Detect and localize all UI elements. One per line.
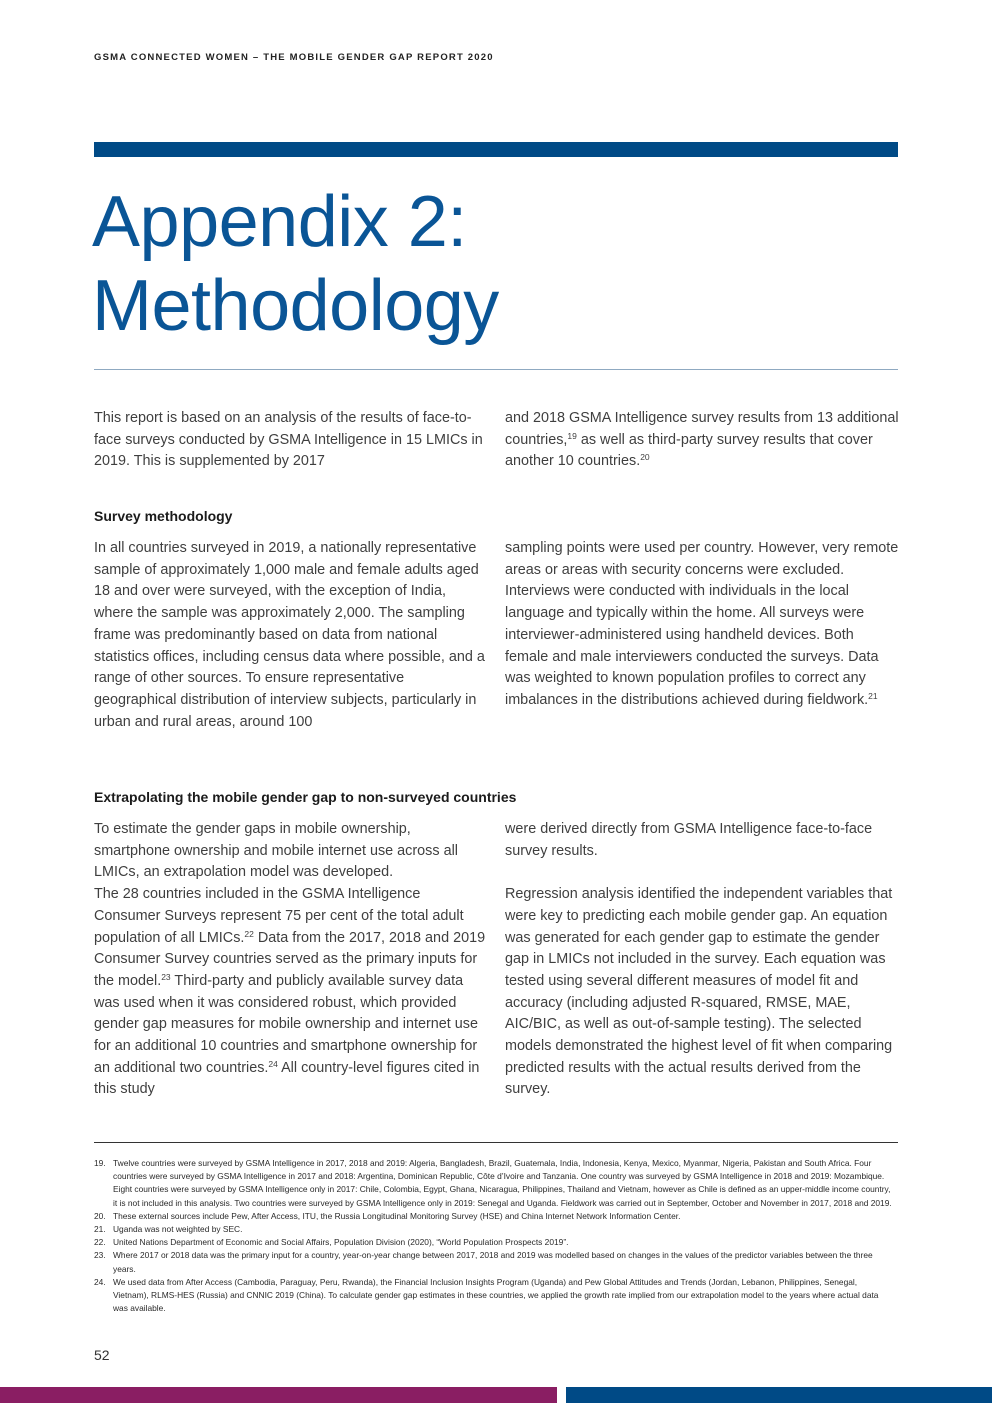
intro-text-a: and 2018 GSMA Intelligence survey results from 13 additional countries, [505, 410, 899, 448]
page-title-line-2: Methodology [92, 266, 499, 346]
footnote-text: United Nations Department of Economic and Social Affairs, Population Division (2020), “World Population Prospects 2019”. [113, 1237, 569, 1248]
footnote-text: Where 2017 or 2018 data was the primary input for a country, year-on-year change between 2017, 2018 and 2019 was modelled based on changes in the values of the predictor variables between the three years. [113, 1250, 873, 1274]
intro-paragraph-right [505, 408, 899, 473]
footnote-ref-24: 24 [268, 1058, 278, 1069]
bottom-accent-bar-magenta [0, 1387, 557, 1403]
footnote-number: 23. [94, 1250, 106, 1261]
page-title-line-1: Appendix 2: [92, 182, 467, 262]
extrapolation-column-right [505, 819, 899, 1101]
footnote-ref-23: 23 [161, 971, 171, 982]
extrapolation-column-left [94, 819, 488, 1101]
footnote-ref-22: 22 [244, 928, 254, 939]
footnote-text: These external sources include Pew, After Access, ITU, the Russia Longitudinal Monitoring Survey (HSE) and China Internet Network Information Center. [113, 1210, 681, 1221]
section-heading-extrapolation: Extrapolating the mobile gender gap to non-surveyed countries [94, 789, 517, 805]
paragraph-spacer [505, 862, 899, 884]
footnote-number: 21. [94, 1224, 106, 1235]
intro-paragraph-left: This report is based on an analysis of the results of face-to-face surveys conducted by GSMA Intelligence in 15 LMICs in 2019. This is supplemented by 2017 [94, 410, 483, 470]
extrapolation-text-c: Third-party and publicly available survey data was used when it was considered robust, which provided gender gap measures for mobile ownership and internet use for an additional 10 countries and smartphone ownership for an additional two countries. [94, 972, 478, 1076]
page-title [92, 180, 499, 348]
footnote-20 [94, 1210, 894, 1223]
footnote-text: We used data from After Access (Cambodia, Paraguay, Peru, Rwanda), the Financial Inclusion Insights Program (Uganda) and Pew Global Attitudes and Trends (Jordan, Lebanon, Philippines, Senegal, Vietnam), RLMS-HES (Russia) and CNNIC 2019 (China). To calculate gender gap estimates in these countries, we applied the growth rate implied from our extrapolation model to the years where actual data was available. [113, 1276, 879, 1314]
top-accent-bar [94, 142, 898, 157]
extrapolation-text-a: The 28 countries included in the GSMA Intelligence Consumer Surveys represent 75 per cent of the total adult population of all LMICs. [94, 886, 464, 946]
extrapolation-text-b: Data from the 2017, 2018 and 2019 Consumer Survey countries served as the primary inputs for the model. [94, 929, 486, 989]
footnote-24 [94, 1276, 894, 1316]
footnote-number: 24. [94, 1276, 106, 1287]
footnote-text: Twelve countries were surveyed by GSMA Intelligence in 2017, 2018 and 2019: Algeria, Bangladesh, Brazil, Guatemala, India, Indonesia, Kenya, Mexico, Myanmar, Nigeria, Pakistan and South Africa. Four countries were surveyed by GSMA Intelligence in 2017 and 2018: Argentina, Dominican Republic, Côte d’Ivoire and Tanzania. One country was surveyed by GSMA Intelligence in 2018 and 2019: Mozambique. Eight countries were surveyed by GSMA Intelligence only in 2017: Chile, Colombia, Egypt, Ghana, Nicaragua, Philippines, Thailand and Vietnam, however as Chile is defined as an upper-middle income country, it is not included in this analysis. Two countries were surveyed by GSMA Intelligence only in 2019: Senegal and Uganda. Fieldwork was carried out in September, October and November in 2017, 2018 and 2019. [113, 1158, 892, 1208]
footnote-number: 22. [94, 1237, 106, 1248]
survey-text-right: sampling points were used per country. However, very remote areas or areas with security concerns were excluded. Interviews were conducted with individuals in the local language and typically within the home. All surveys were interviewer-administered using handheld devices. Both female and male interviewers conducted the surveys. Data was weighted to known population profiles to correct any imbalances in the distributions achieved during fieldwork. [505, 540, 899, 708]
footnote-ref-21: 21 [868, 690, 878, 701]
title-divider [94, 369, 898, 370]
survey-paragraph-right [505, 538, 899, 712]
section-heading-survey: Survey methodology [94, 508, 233, 524]
extrapolation-paragraph-3: were derived directly from GSMA Intelligence face-to-face survey results. [505, 821, 873, 859]
extrapolation-paragraph-1: To estimate the gender gaps in mobile ownership, smartphone ownership and mobile internet use across all LMICs, an extrapolation model was developed. [94, 821, 458, 881]
intro-text-b: as well as third-party survey results that cover another 10 countries. [505, 431, 873, 470]
footnote-number: 20. [94, 1210, 106, 1221]
footnote-ref-19: 19 [567, 430, 577, 441]
footnote-23 [94, 1249, 894, 1275]
footnote-21 [94, 1223, 894, 1236]
bottom-accent-bar-blue [566, 1387, 992, 1403]
survey-paragraph-left: In all countries surveyed in 2019, a nationally representative sample of approximately 1,000 male and female adults aged 18 and over were surveyed, with the exception of India, where the sample was approximately 2,000. The sampling frame was predominantly based on data from national statistics offices, including census data where possible, and a range of other sources. To ensure representative geographical distribution of interview subjects, particularly in urban and rural areas, around 100 [94, 540, 485, 730]
footnote-22 [94, 1236, 894, 1249]
running-header: GSMA CONNECTED WOMEN – THE MOBILE GENDER GAP REPORT 2020 [94, 52, 494, 63]
page-number: 52 [94, 1347, 110, 1363]
footnote-text: Uganda was not weighted by SEC. [113, 1224, 243, 1235]
footnote-number: 19. [94, 1158, 106, 1168]
footnote-ref-20: 20 [640, 452, 650, 463]
extrapolation-paragraph-2 [94, 884, 488, 1101]
footnote-19 [94, 1157, 894, 1210]
footnotes-list [94, 1157, 894, 1315]
extrapolation-text-d: All country-level figures cited in this study [94, 1059, 480, 1098]
extrapolation-paragraph-4: Regression analysis identified the independent variables that were key to predicting each mobile gender gap. An equation was generated for each gender gap to estimate the gender gap in LMICs not included in the survey. Each equation was tested using several different measures of model fit and accuracy (including adjusted R-squared, RMSE, MAE, AIC/BIC, as well as out-of-sample testing). The selected models demonstrated the highest level of fit when comparing predicted results with the actual results derived from the survey. [505, 886, 893, 1098]
footnotes-divider [94, 1142, 898, 1143]
